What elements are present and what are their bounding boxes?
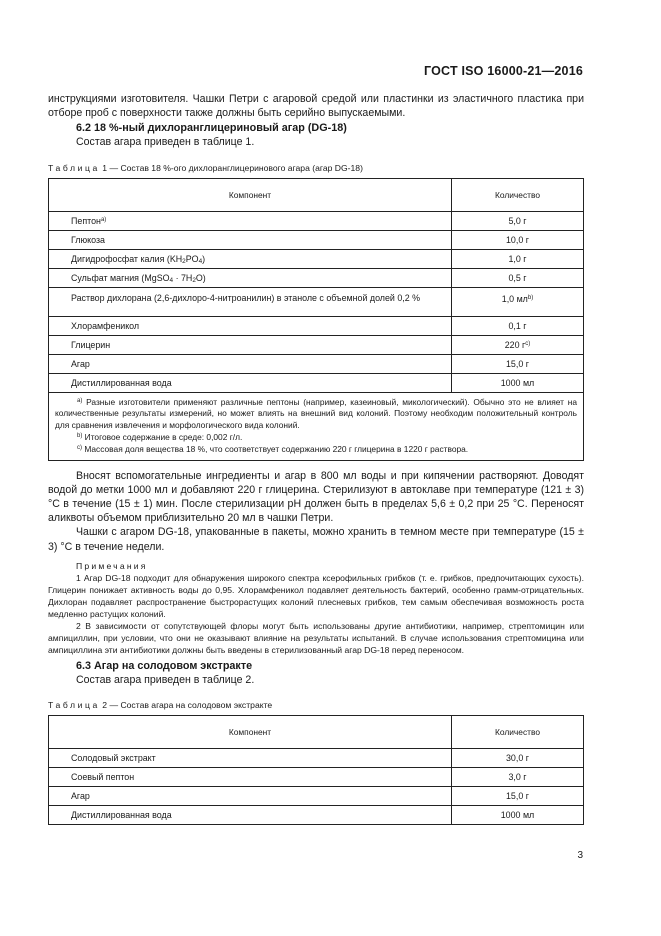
- notes-title: Примечания: [76, 560, 148, 571]
- quantity-value: 1,0 мл: [501, 293, 528, 304]
- table-row: [49, 249, 584, 268]
- component-cell: Раствор дихлорана (2,6-дихлоро-4-нитроанилин) в этаноле с объемной долей 0,2 %: [49, 287, 452, 316]
- section-6-3-heading: 6.3 Агар на солодовом экстракте: [76, 659, 253, 672]
- quantity-cell: 0,1 г: [452, 316, 584, 335]
- section-6-3-intro: Состав агара приведен в таблице 2.: [76, 673, 255, 686]
- component-cell: [49, 268, 452, 287]
- component-cell: Хлорамфеникол: [49, 316, 452, 335]
- component-name: Пептон: [71, 215, 101, 226]
- section-6-2-intro: Состав агара приведен в таблице 1.: [76, 136, 255, 149]
- page-number: 3: [577, 850, 583, 861]
- component-cell: Глицерин: [49, 335, 452, 354]
- table2-caption: [48, 699, 584, 711]
- footnote-text: Массовая доля вещества 18 %, что соответствует содержанию 220 г глицерина в 1220 г раствора.: [82, 443, 469, 454]
- table-row: [49, 373, 584, 392]
- table2-caption-word: Таблица: [48, 700, 100, 711]
- table-row: [49, 354, 584, 373]
- table-row: [49, 211, 584, 230]
- formula-part: ): [202, 253, 206, 264]
- table-row: [49, 787, 584, 806]
- table1-caption-title: — Состав 18 %-ого дихлоранглицеринового агара (агар DG-18): [107, 162, 363, 173]
- quantity-cell: [452, 287, 584, 316]
- formula-subscript: 4: [198, 257, 203, 265]
- footnote-mark: c): [77, 444, 82, 451]
- table-row: [49, 768, 584, 787]
- table-row: [49, 749, 584, 768]
- component-cell: [49, 249, 452, 268]
- component-cell: Соевый пептон: [49, 768, 452, 787]
- footnote-text: Разные изготовители применяют различные пептоны (например, казеиновый, микологический). Обычно это не влияет на количественные результаты измерений, но может влиять на внешний вид колоний. Поэтому необходим положительный контроль для сравнения извлечения и морфологического вида колоний.: [55, 396, 577, 431]
- table-row: [49, 287, 584, 316]
- quantity-cell: 1000 мл: [452, 806, 584, 825]
- footnote-mark: b): [77, 433, 83, 439]
- table2-header-row: [49, 716, 584, 749]
- footnote-text: Итоговое содержание в среде: 0,002 г/л.: [82, 432, 243, 442]
- component-cell: [49, 211, 452, 230]
- quantity-cell: 1000 мл: [452, 373, 584, 392]
- footnote-mark: b): [527, 294, 534, 301]
- formula-part: Дигидрофосфат калия (KH: [71, 253, 183, 264]
- formula-part: PO: [185, 253, 199, 264]
- table1: [48, 178, 584, 461]
- table1-col-component: Компонент: [49, 178, 452, 211]
- note-1: 1 Агар DG-18 подходит для обнаружения широкого спектра ксерофильных грибков (т. е. грибков, предпочитающих сухость). Глицерин понижает активность воды до 0,95. Хлорамфеникол подавляет деятельность бактерий, особенно грамм-отрицательных. Дихлоран подавляет распространение быстрорастущих колоний плесневых грибков, тем самым обеспечивая возможность роста медленно растущих колоний.: [48, 572, 584, 619]
- quantity-cell: 3,0 г: [452, 768, 584, 787]
- footnote-mark: c): [525, 340, 531, 347]
- quantity-cell: 10,0 г: [452, 230, 584, 249]
- component-cell: Солодовый экстракт: [49, 749, 452, 768]
- table1-footnotes-row: [49, 392, 584, 460]
- formula-subscript: 2: [192, 276, 196, 284]
- quantity-value: 220 г: [504, 339, 526, 350]
- table-row: [49, 335, 584, 354]
- footnote-a: [55, 397, 577, 432]
- table-row: [49, 806, 584, 825]
- component-cell: Агар: [49, 354, 452, 373]
- page-content: [48, 92, 584, 825]
- footnote-mark: a): [77, 397, 83, 404]
- table1-caption: [48, 162, 584, 174]
- quantity-cell: 30,0 г: [452, 749, 584, 768]
- table-row: [49, 230, 584, 249]
- quantity-cell: 1,0 г: [452, 249, 584, 268]
- table1-footnotes: [49, 392, 584, 460]
- preparation-paragraph: Вносят вспомогательные ингредиенты и агар в 800 мл воды и при кипячении растворяют. Доводят водой до метки 1000 мл и добавляют 220 г глицерина. Стерилизуют в автоклаве при температуре (121 ± 3) °С в течение (15 ± 1) мин. После стерилизации pH должен быть в пределах 5,6 ± 0,2 при 25 °С. Переносят аликвоты объемом приблизительно 20 мл в чашки Петри.: [48, 469, 584, 525]
- formula-subscript: 2: [182, 257, 186, 265]
- formula-subscript: 4: [169, 276, 174, 284]
- note-2: 2 В зависимости от сопутствующей флоры могут быть использованы другие антибиотики, например, стрептомицин или ампициллин, при условии, что они не оказывают влияние на результаты испытаний. В случае использования стрептомицина или ампициллина эти антибиотики должны быть введены в стерилизованный агар DG-18 перед переносом.: [48, 620, 584, 655]
- table2-col-quantity: Количество: [452, 716, 584, 749]
- table2: [48, 715, 584, 825]
- intro-paragraph: инструкциями изготовителя. Чашки Петри с агаровой средой или пластинки из эластичного пластика при отборе проб с поверхности также должны быть серийно выпускаемыми.: [48, 93, 584, 120]
- section-6-2-heading: 6.2 18 %-ный дихлоранглицериновый агар (DG-18): [76, 122, 347, 135]
- component-cell: Агар: [49, 787, 452, 806]
- formula-part: Сульфат магния (MgSO: [71, 272, 170, 283]
- table2-caption-title: — Состав агара на солодовом экстракте: [107, 700, 273, 711]
- table1-header-row: [49, 178, 584, 211]
- quantity-cell: 5,0 г: [452, 211, 584, 230]
- footnote-b: [55, 432, 577, 444]
- table2-col-component: Компонент: [49, 716, 452, 749]
- storage-paragraph: Чашки с агаром DG-18, упакованные в пакеты, можно хранить в темном месте при температуре (15 ± 3) °С в течение недели.: [48, 526, 584, 553]
- component-cell: Дистиллированная вода: [49, 806, 452, 825]
- quantity-cell: 15,0 г: [452, 787, 584, 806]
- formula-part: · 7H: [173, 272, 193, 283]
- table1-caption-number: 1: [102, 162, 108, 173]
- footnote-mark: a): [100, 216, 107, 223]
- table1-col-quantity: Количество: [452, 178, 584, 211]
- component-cell: Глюкоза: [49, 230, 452, 249]
- table1-caption-word: Таблица: [48, 162, 100, 173]
- quantity-cell: 15,0 г: [452, 354, 584, 373]
- quantity-cell: [452, 335, 584, 354]
- footnote-c: [55, 444, 577, 456]
- formula-part: O): [195, 272, 206, 283]
- quantity-cell: 0,5 г: [452, 268, 584, 287]
- component-cell: Дистиллированная вода: [49, 373, 452, 392]
- standard-header: ГОСТ ISO 16000-21—2016: [423, 64, 583, 78]
- table-row: [49, 268, 584, 287]
- table-row: [49, 316, 584, 335]
- notes-block: [48, 560, 584, 656]
- table2-caption-number: 2: [102, 700, 108, 711]
